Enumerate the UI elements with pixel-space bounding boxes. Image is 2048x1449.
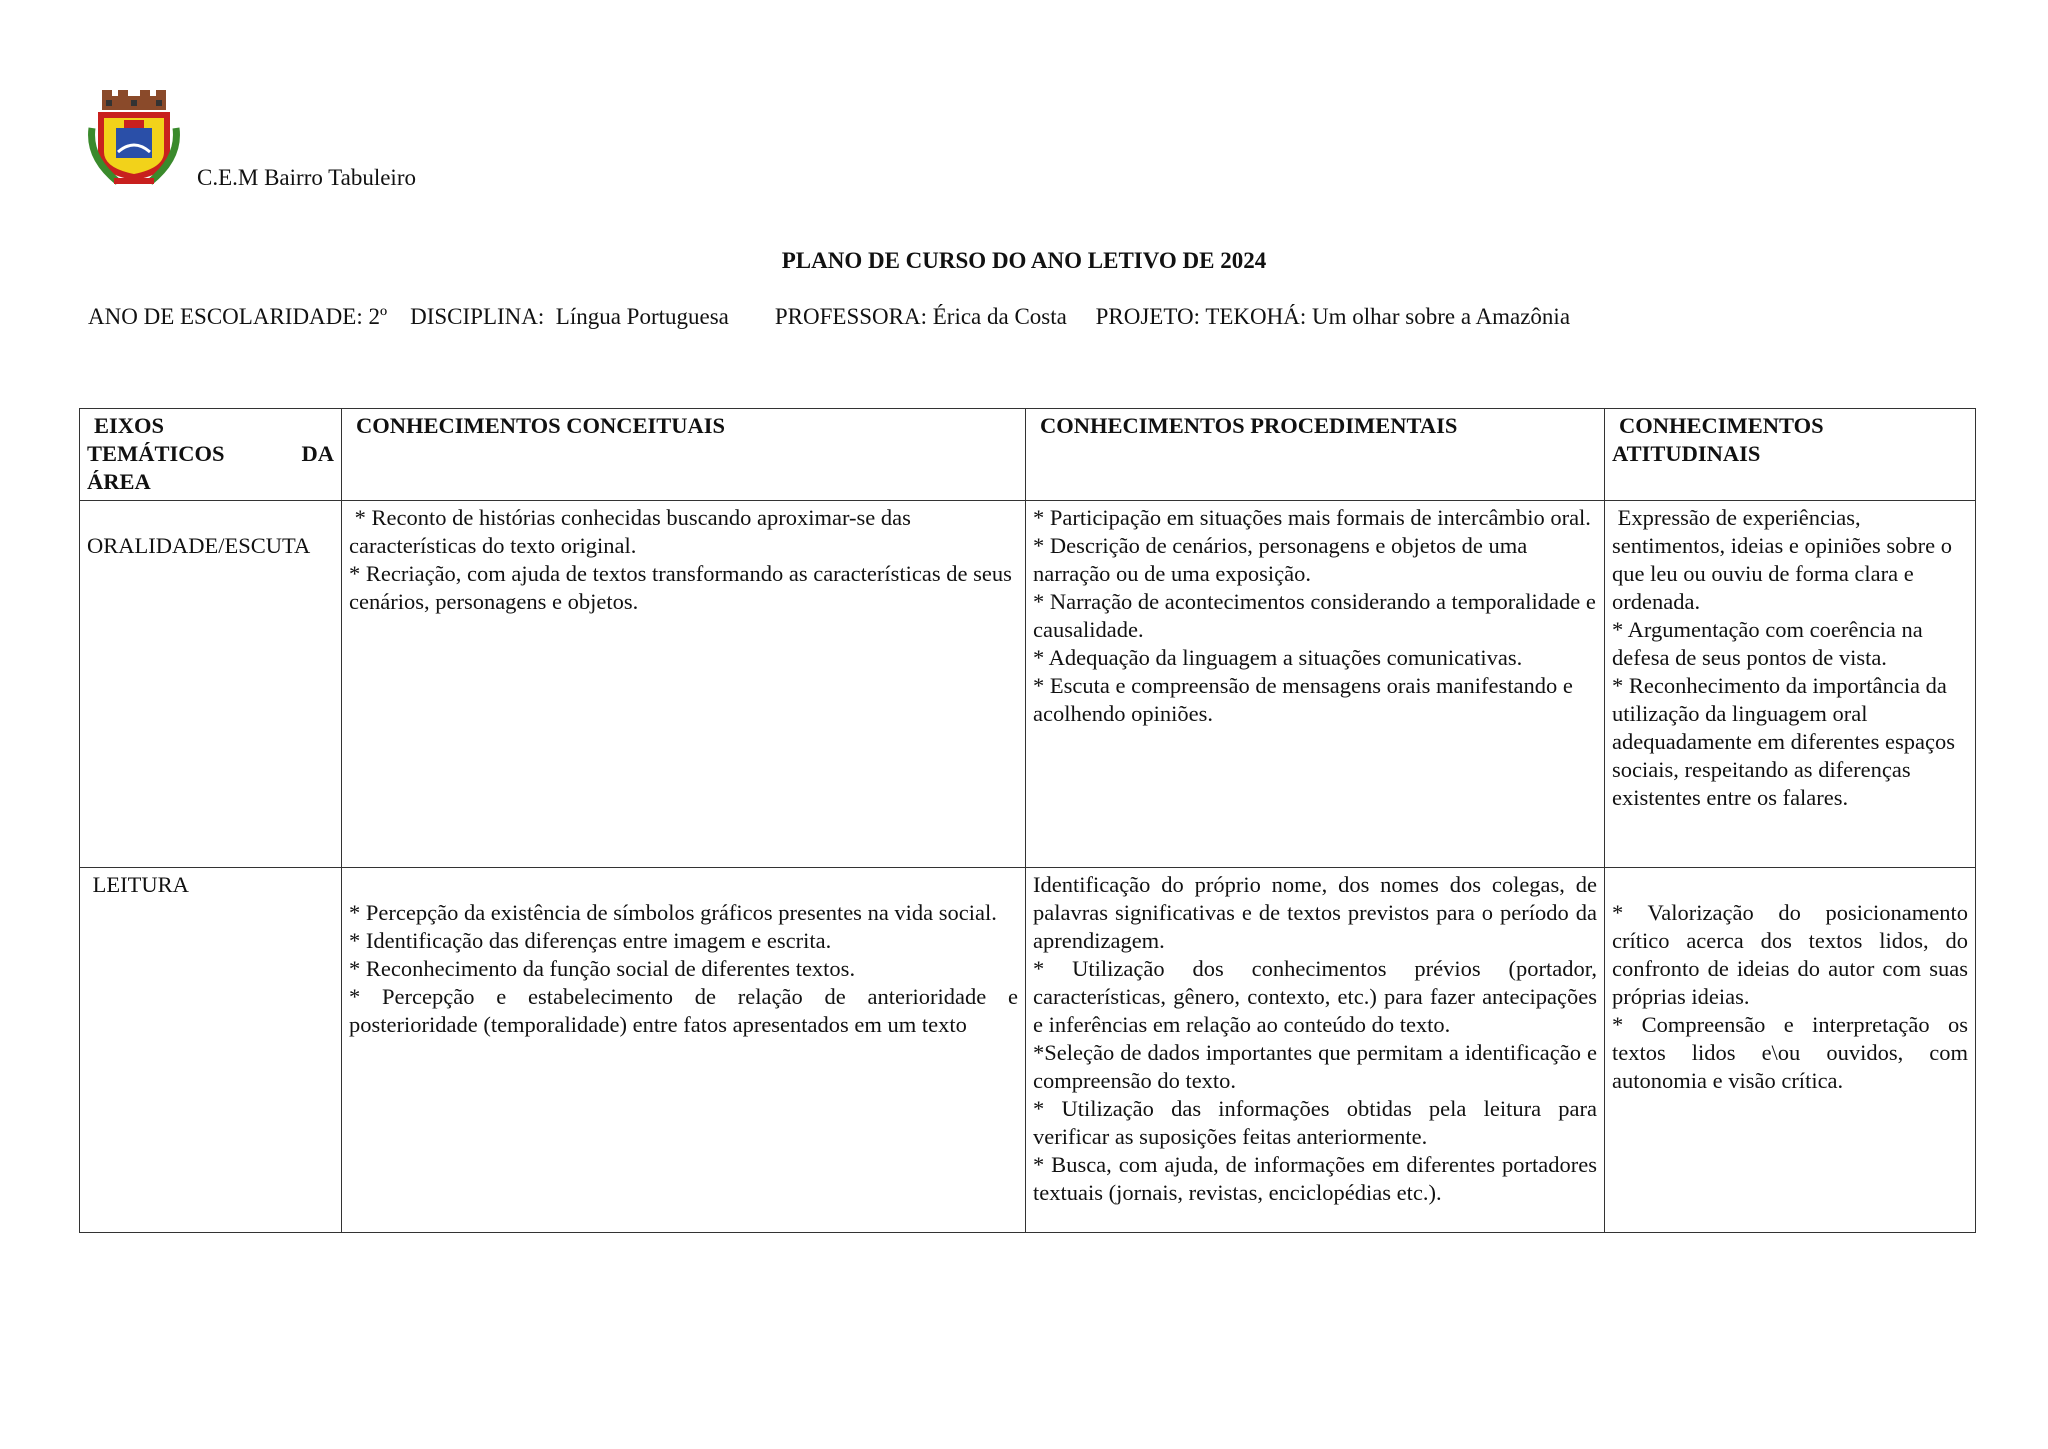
- subject: DISCIPLINA: Língua Portuguesa: [410, 304, 729, 329]
- atitudinais-cell: * Valorização do posicionamento crítico acerca dos textos lidos, do confronto de ideias do autor com suas próprias ideias. * Compreensão e interpretação os textos lidos e\ou ouvidos, com autonomia e visão crítica.: [1605, 868, 1976, 1233]
- page-title: PLANO DE CURSO DO ANO LETIVO DE 2024: [781, 248, 1267, 273]
- header-atitudinais: CONHECIMENTOS ATITUDINAIS: [1605, 409, 1976, 501]
- conceituais-cell: * Percepção da existência de símbolos gráficos presentes na vida social. * Identificação das diferenças entre imagem e escrita. * Reconhecimento da função social de diferentes textos. * Percepção e estabelecimento de relação de anterioridade e posterioridade (temporalidade) entre fatos apresentados em um texto: [342, 868, 1026, 1233]
- school-name: C.E.M Bairro Tabuleiro: [197, 165, 416, 190]
- header-eixos: EIXOS TEMÁTICOS DA ÁREA: [80, 409, 342, 501]
- conceituais-cell: * Reconto de histórias conhecidas buscando aproximar-se das características do texto original. * Recriação, com ajuda de textos transformando as características de seus cenários, personagens e objetos.: [342, 501, 1026, 868]
- course-info-line: [88, 304, 1570, 330]
- eixo-cell: LEITURA: [80, 868, 342, 1233]
- procedimentais-cell: * Participação em situações mais formais de intercâmbio oral. * Descrição de cenários, personagens e objetos de uma narração ou de uma exposição. * Narração de acontecimentos considerando a temporalidade e causalidade. * Adequação da linguagem a situações comunicativas. * Escuta e compreensão de mensagens orais manifestando e acolhendo opiniões.: [1026, 501, 1605, 868]
- table-row: [80, 868, 1976, 1233]
- header-procedimentais: CONHECIMENTOS PROCEDIMENTAIS: [1026, 409, 1605, 501]
- table-row: [80, 501, 1976, 868]
- eixo-cell: ORALIDADE/ESCUTA: [80, 501, 342, 868]
- procedimentais-cell: Identificação do próprio nome, dos nomes dos colegas, de palavras significativas e de textos previstos para o período da aprendizagem. * Utilização dos conhecimentos prévios (portador, características, gênero, contexto, etc.) para fazer antecipações e inferências em relação ao conteúdo do texto. *Seleção de dados importantes que permitam a identificação e compreensão do texto. * Utilização das informações obtidas pela leitura para verificar as suposições feitas anteriormente. * Busca, com ajuda, de informações em diferentes portadores textuais (jornais, revistas, enciclopédias etc.).: [1026, 868, 1605, 1233]
- grade-level: ANO DE ESCOLARIDADE: 2º: [88, 304, 388, 329]
- crown-icon: [102, 90, 166, 110]
- project: PROJETO: TEKOHÁ: Um olhar sobre a Amazônia: [1095, 304, 1571, 329]
- atitudinais-cell: Expressão de experiências, sentimentos, ideias e opiniões sobre o que leu ou ouviu de forma clara e ordenada. * Argumentação com coerência na defesa de seus pontos de vista. * Reconhecimento da importância da utilização da linguagem oral adequadamente em diferentes espaços sociais, respeitando as diferenças existentes entre os falares.: [1605, 501, 1976, 868]
- table-header-row: [80, 409, 1976, 501]
- municipal-crest-logo: [88, 88, 180, 186]
- teacher: PROFESSORA: Érica da Costa: [774, 304, 1067, 329]
- header-conceituais: CONHECIMENTOS CONCEITUAIS: [342, 409, 1026, 501]
- course-plan-table: [79, 408, 1976, 1233]
